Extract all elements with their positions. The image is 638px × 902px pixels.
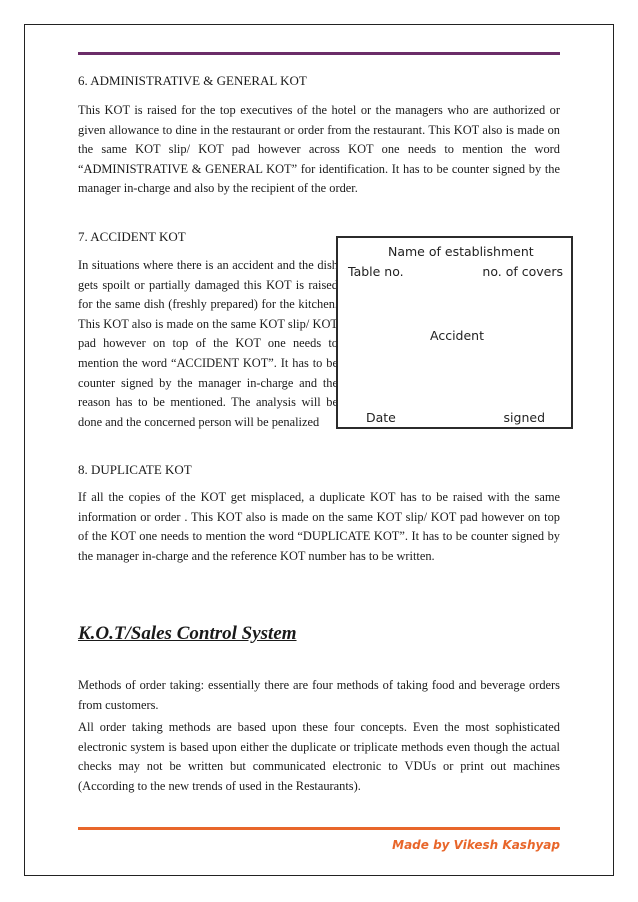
control-paragraph-1: Methods of order taking: essentially there are four methods of taking food and beverage orders from customers. <box>78 678 560 712</box>
control-paragraph-2: All order taking methods are based upon these four concepts. Even the most sophisticated electronic system is based upon either the duplicate or triplicate methods even though the actual checks may not be written but communicated electronic to VDUs or print out machines (According to the new trends of used in the Restaurants). <box>78 720 560 793</box>
section-heading-administrative: 6. ADMINISTRATIVE & GENERAL KOT <box>78 73 307 88</box>
accident-kot-sample <box>336 236 573 429</box>
section-body-administrative: This KOT is raised for the top executives of the hotel or the managers who are authorized or given allowance to dine in the restaurant or order from the restaurant. This KOT also is made on the same KOT slip/ KOT pad however across KOT one needs to mention the word “ADMINISTRATIVE & GENERAL KOT” for identification. It has to be counter signed by the manager in-charge and also by the recipient of the order. <box>78 103 560 196</box>
header-rule <box>78 52 560 55</box>
kot-covers: no. of covers <box>482 264 563 279</box>
section-heading-accident: 7. ACCIDENT KOT <box>78 229 186 244</box>
footer-rule <box>78 827 560 830</box>
kot-signed: signed <box>503 410 545 425</box>
kot-table-no: Table no. <box>348 264 404 279</box>
section-body-accident: In situations where there is an accident and the dish gets spoilt or partially damaged this KOT is raised for the same dish (freshly prepared) for the kitchen. This KOT also is made on the same KOT slip/ KOT pad however on top of the KOT one needs to mention the word “ACCIDENT KOT”. It has to be counter signed by the manager in-charge and the reason has to be mentioned. The analysis will be done and the concerned person will be penalized <box>78 258 338 429</box>
kot-establishment: Name of establishment <box>388 244 534 259</box>
section-heading-duplicate: 8. DUPLICATE KOT <box>78 462 192 477</box>
footer-author: Made by Vikesh Kashyap <box>392 838 560 852</box>
kot-date: Date <box>366 410 396 425</box>
kot-accident-label: Accident <box>430 328 484 343</box>
section-body-duplicate: If all the copies of the KOT get misplaced, a duplicate KOT has to be raised with the same information or order . This KOT also is made on the same KOT slip/ KOT pad however on top of the KOT one needs to mention the word “DUPLICATE KOT”. It has to be counter signed by the manager in-charge and the reference KOT number has to be written. <box>78 490 560 563</box>
section-title-kot-control: K.O.T/Sales Control System <box>78 623 297 644</box>
